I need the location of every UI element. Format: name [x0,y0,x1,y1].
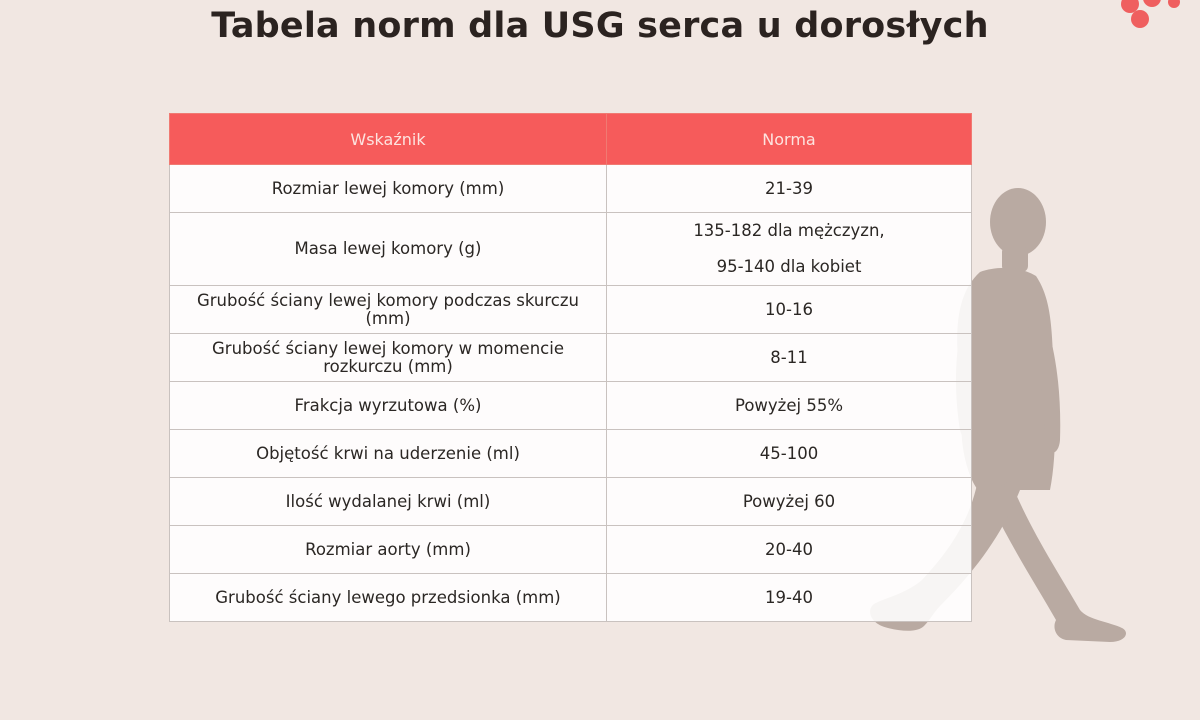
table-row [170,334,972,382]
table-row [170,165,972,213]
table-row [170,286,972,334]
page-title: Tabela norm dla USG serca u dorosłych [211,6,989,46]
indicator-cell: Grubość ściany lewej komory podczas skurczu (mm) [170,286,607,334]
indicator-cell: Masa lewej komory (g) [170,213,607,286]
table-row [170,430,972,478]
norm-cell: 8-11 [607,334,972,382]
norm-line: 95-140 dla kobiet [716,257,862,276]
norm-cell: 45-100 [607,430,972,478]
indicator-cell: Rozmiar aorty (mm) [170,526,607,574]
table-row [170,213,972,286]
norm-cell: 19-40 [607,574,972,622]
norm-cell: Powyżej 55% [607,382,972,430]
norms-table [169,113,972,622]
column-header-indicator: Wskaźnik [170,114,607,165]
table-row [170,574,972,622]
table-row [170,478,972,526]
table-row [170,526,972,574]
indicator-cell: Objętość krwi na uderzenie (ml) [170,430,607,478]
norm-cell: 20-40 [607,526,972,574]
indicator-cell: Rozmiar lewej komory (mm) [170,165,607,213]
column-header-norm: Norma [607,114,972,165]
norm-cell: Powyżej 60 [607,478,972,526]
norm-cell: 21-39 [607,165,972,213]
table-header-row [170,114,972,165]
table-row [170,382,972,430]
indicator-cell: Grubość ściany lewej komory w momencie rozkurczu (mm) [170,334,607,382]
norm-cell [607,213,972,286]
indicator-cell: Ilość wydalanej krwi (ml) [170,478,607,526]
indicator-cell: Frakcja wyrzutowa (%) [170,382,607,430]
norm-line: 135-182 dla mężczyzn, [693,221,885,240]
norm-cell: 10-16 [607,286,972,334]
indicator-cell: Grubość ściany lewego przedsionka (mm) [170,574,607,622]
logo-dots-icon [1112,0,1182,34]
